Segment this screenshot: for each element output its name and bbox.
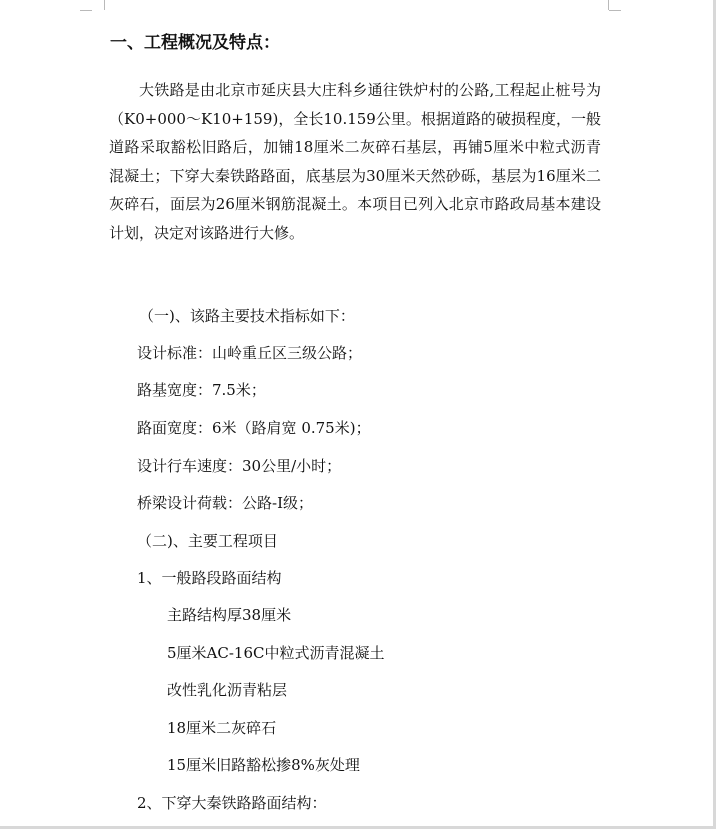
crop-mark-top-right-h bbox=[609, 10, 621, 11]
intro-paragraph: 大铁路是由北京市延庆县大庄科乡通往铁炉村的公路,工程起止桩号为（K0+000～K10+159)，全长10.159公里。根据道路的破损程度，一般道路采取豁松旧路后，加铺18厘米二灰碎石基层，再铺5厘米中粒式沥青混凝土；下穿大秦铁路路面，底基层为30厘米天然砂砾，基层为16厘米二灰碎石，面层为26厘米钢筋混凝土。本项目已列入北京市路政局基本建设计划，决定对该路进行大修。 bbox=[109, 81, 601, 242]
crop-mark-top-right bbox=[608, 0, 621, 10]
spec-standard: 设计标准：山岭重丘区三级公路； bbox=[137, 344, 363, 362]
section-heading: 一、工程概况及特点： bbox=[110, 33, 280, 53]
item2-title: 2、下穿大秦铁路路面结构： bbox=[137, 794, 327, 812]
spec-speed: 设计行车速度：30公里/小时； bbox=[137, 457, 342, 475]
section1-title: （一)、该路主要技术指标如下： bbox=[139, 307, 355, 325]
section2-title: （二)、主要工程项目 bbox=[137, 532, 278, 550]
item1-title: 1、一般路段路面结构 bbox=[137, 569, 282, 587]
crop-mark-top-left bbox=[92, 0, 105, 10]
spec-pavement-width: 路面宽度：6米（路肩宽 0.75米)； bbox=[137, 419, 371, 437]
item1-line: 改性乳化沥青粘层 bbox=[167, 681, 288, 699]
crop-mark-top-left-h bbox=[80, 10, 92, 11]
item1-line: 18厘米二灰碎石 bbox=[167, 719, 277, 737]
item1-line: 15厘米旧路豁松掺8%灰处理 bbox=[167, 756, 360, 774]
spec-subgrade-width: 路基宽度：7.5米； bbox=[137, 381, 266, 399]
spec-bridge-load: 桥梁设计荷载：公路-Ⅰ级； bbox=[137, 494, 313, 512]
item1-line: 5厘米AC-16C中粒式沥青混凝土 bbox=[167, 644, 385, 662]
item1-line: 主路结构厚38厘米 bbox=[167, 606, 292, 624]
